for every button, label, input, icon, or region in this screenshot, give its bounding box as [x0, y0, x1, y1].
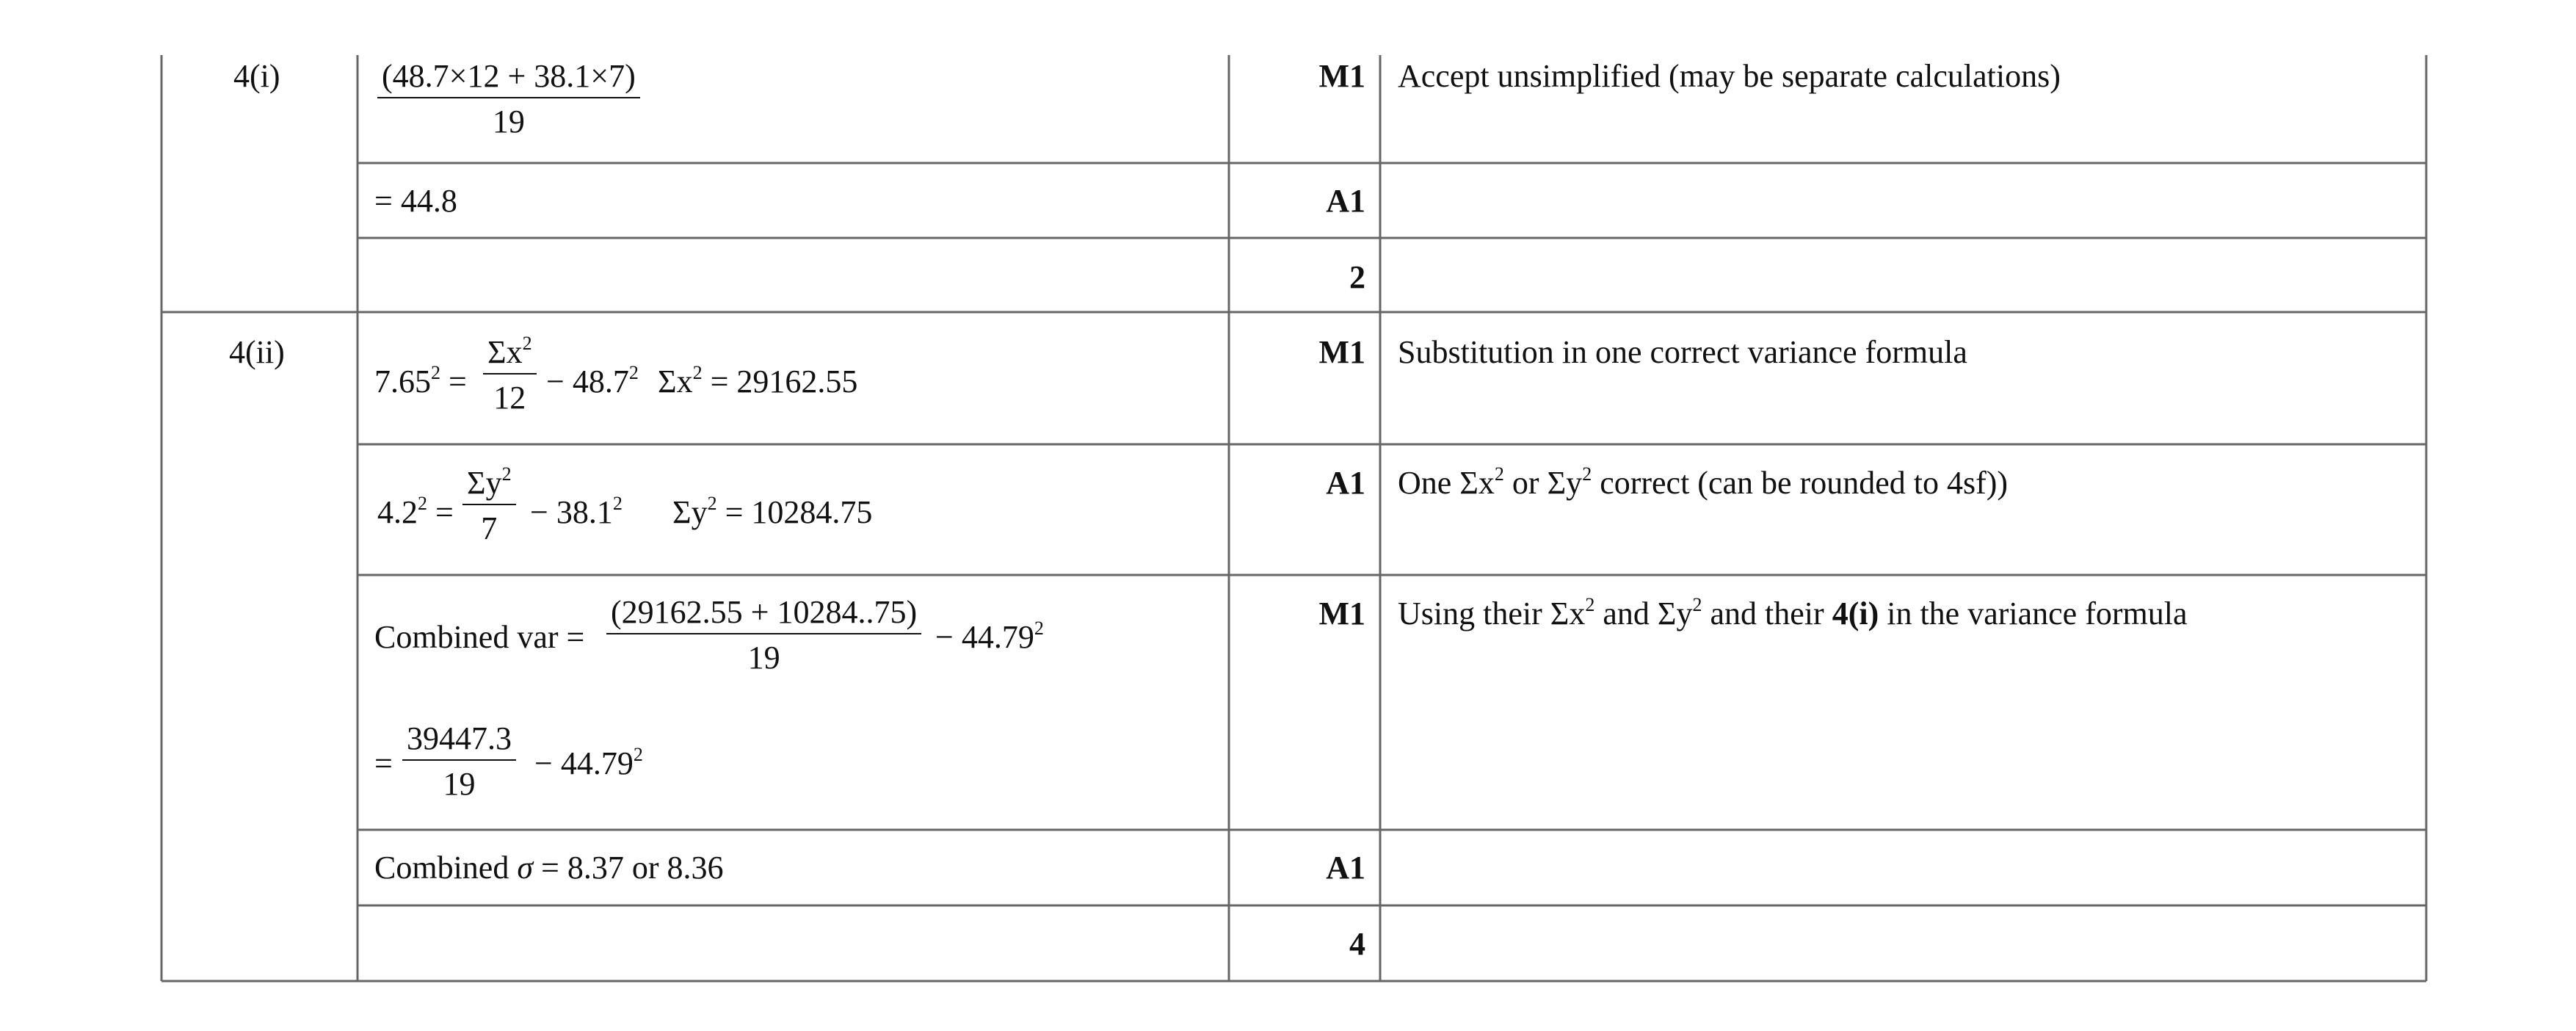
guidance-text: Accept unsimplified (may be separate calculations)	[1398, 58, 2061, 94]
total-marks-4ii: 4	[1349, 926, 1365, 962]
fraction-numerator: (48.7×12 + 38.1×7)	[382, 58, 636, 94]
combined-variance-simplified-minus-term: − $44.79^2$	[534, 744, 643, 781]
q4ii-x-minus-term: − $48.7^2$	[546, 362, 639, 399]
fraction-denominator: 19	[492, 104, 525, 140]
q4ii-y-minus-term: − $38.1^2$	[530, 493, 623, 530]
combined-variance-simplified-fraction: 39447.3 19	[402, 723, 516, 800]
q4ii-x-fraction: $\Sigma x^2$ 12	[483, 336, 537, 414]
q4ii-y-fraction: $\Sigma y^2$ 7	[462, 467, 516, 545]
q4ii-x-variance-equation: $7.65^2$ =	[374, 362, 467, 399]
question-number-4ii: 4(ii)	[229, 334, 285, 370]
q4ii-sum-x2-result: $\Sigma x^2 = 29162.55$	[658, 362, 858, 399]
guidance-text: One $\Sigma x^2$ or $\Sigma y^2$ correct (can be rounded to 4sf))	[1398, 463, 2009, 501]
mark-a1: A1	[1326, 183, 1365, 219]
mark-m1: M1	[1318, 334, 1365, 370]
q4ii-sum-y2-result: $\Sigma y^2 = 10284.75$	[672, 493, 873, 530]
mark-m1: M1	[1318, 58, 1365, 94]
combined-variance-minus-term: − $44.79^2$	[935, 618, 1044, 655]
combined-variance-equals: =	[374, 745, 393, 781]
total-marks-4i: 2	[1349, 259, 1365, 295]
guidance-text: Using their $\Sigma x^2$ and $\Sigma y^2$ and their 4(i) in the variance formula	[1398, 594, 2188, 632]
guidance-text: Substitution in one correct variance formula	[1398, 334, 1967, 370]
q4i-answer: = 44.8	[374, 183, 457, 219]
combined-sd-answer: Combined σ = 8.37 or 8.36	[374, 850, 724, 886]
q4i-mean-fraction	[377, 60, 640, 138]
mark-a1: A1	[1326, 850, 1365, 886]
q4ii-y-variance-equation: $4.2^2$ =	[377, 493, 454, 530]
question-number-4i: 4(i)	[233, 58, 280, 94]
combined-variance-label: Combined var =	[374, 619, 585, 655]
mark-m1: M1	[1318, 596, 1365, 632]
mark-a1: A1	[1326, 465, 1365, 501]
combined-variance-fraction: (29162.55 + 10284..75) 19	[606, 596, 921, 674]
